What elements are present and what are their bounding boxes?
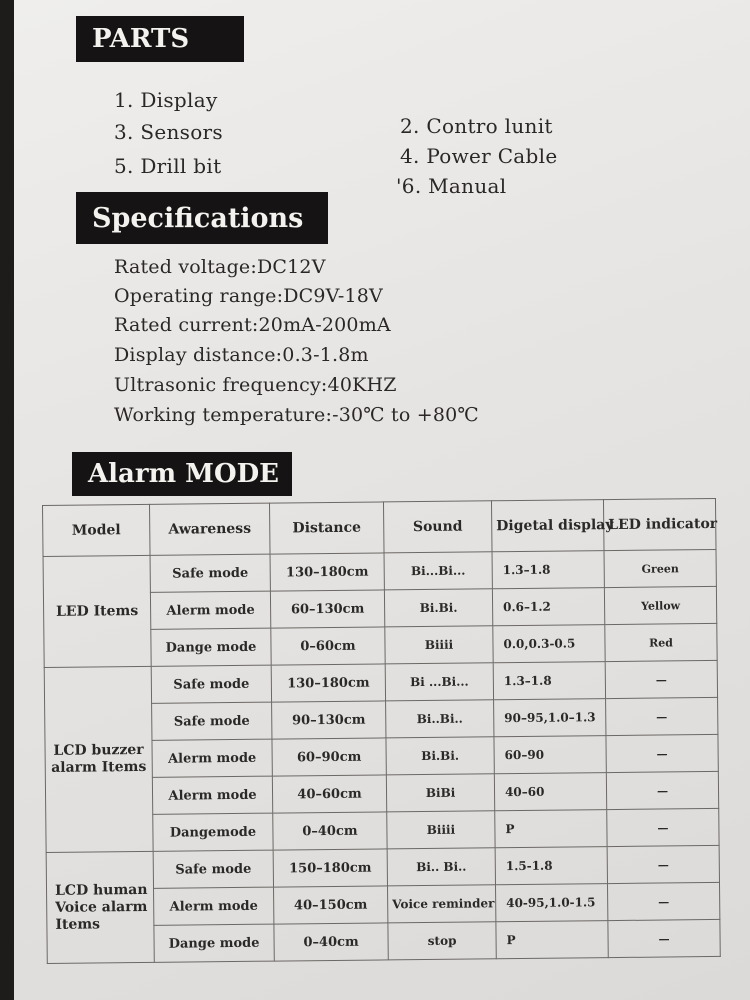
display-cell: 40–60 <box>494 773 606 811</box>
display-cell: 1.3–1.8 <box>492 551 604 589</box>
distance-cell: 40–60cm <box>272 775 386 813</box>
sound-cell: Bi.Bi. <box>384 589 492 627</box>
model-cell: LCD human Voice alarm Items <box>46 851 154 963</box>
led-cell: Yellow <box>604 586 716 624</box>
distance-cell: 60–130cm <box>270 590 384 628</box>
spec-line: Rated voltage:DC12V <box>114 256 326 278</box>
led-cell: — <box>606 771 718 809</box>
column-header: Sound <box>383 501 492 553</box>
part-item: 3. Sensors <box>114 120 223 144</box>
sound-cell: Bi.Bi. <box>386 737 494 775</box>
display-cell: P <box>496 921 608 959</box>
awareness-cell: Alerm mode <box>154 887 274 925</box>
distance-cell: 0–60cm <box>271 627 385 665</box>
sound-cell: Bi...Bi... <box>384 552 492 590</box>
table-header-row <box>43 498 716 556</box>
sound-cell: Biiii <box>387 811 495 849</box>
distance-cell: 130–180cm <box>271 664 385 702</box>
awareness-cell: Dange mode <box>154 924 274 962</box>
awareness-cell: Safe mode <box>150 554 270 592</box>
part-item: '6. Manual <box>396 174 507 198</box>
alarm-mode-table <box>42 498 721 964</box>
led-cell: — <box>607 882 719 920</box>
sound-cell: Bi.. Bi.. <box>387 848 495 886</box>
display-cell: 90–95,1.0–1.3 <box>494 699 606 737</box>
awareness-cell: Dange mode <box>151 628 271 666</box>
spec-line: Rated current:20mA-200mA <box>114 314 391 336</box>
column-header: LED indicator <box>603 498 716 550</box>
display-cell: 60–90 <box>494 736 606 774</box>
led-cell: — <box>606 697 718 735</box>
led-cell: — <box>607 845 719 883</box>
awareness-cell: Safe mode <box>153 850 273 888</box>
display-cell: 40-95,1.0-1.5 <box>496 884 608 922</box>
part-item: 5. Drill bit <box>114 154 222 178</box>
led-cell: Red <box>605 623 717 661</box>
distance-cell: 60–90cm <box>272 738 386 776</box>
awareness-cell: Alerm mode <box>152 739 272 777</box>
parts-heading: PARTS <box>76 16 244 62</box>
display-cell: P <box>495 810 607 848</box>
distance-cell: 0–40cm <box>274 923 388 961</box>
column-header: Digetal display <box>491 500 604 552</box>
awareness-cell: Safe mode <box>151 665 271 703</box>
sound-cell: Bi..Bi.. <box>386 700 494 738</box>
model-cell: LED Items <box>43 555 151 667</box>
column-header: Distance <box>269 502 384 554</box>
distance-cell: 0–40cm <box>273 812 387 850</box>
led-cell: Green <box>604 549 716 587</box>
display-cell: 0.0,0.3-0.5 <box>493 625 605 663</box>
awareness-cell: Alerm mode <box>150 591 270 629</box>
display-cell: 0.6–1.2 <box>492 588 604 626</box>
led-cell: — <box>607 808 719 846</box>
spec-line: Working temperature:-30℃ to +80℃ <box>114 404 479 426</box>
led-cell: — <box>605 660 717 698</box>
column-header: Awareness <box>149 503 270 555</box>
display-cell: 1.3–1.8 <box>493 662 605 700</box>
specifications-heading: Specifications <box>76 192 328 244</box>
model-cell: LCD buzzer alarm Items <box>44 666 153 852</box>
part-item: 1. Display <box>114 88 218 112</box>
distance-cell: 130–180cm <box>270 553 384 591</box>
sound-cell: Biiii <box>385 626 493 664</box>
distance-cell: 150–180cm <box>273 849 387 887</box>
alarm-mode-heading: Alarm MODE <box>72 452 292 496</box>
sound-cell: stop <box>388 922 496 960</box>
part-item: 4. Power Cable <box>400 144 558 168</box>
awareness-cell: Safe mode <box>152 702 272 740</box>
display-cell: 1.5-1.8 <box>495 847 607 885</box>
led-cell: — <box>606 734 718 772</box>
awareness-cell: Alerm mode <box>152 776 272 814</box>
spec-line: Display distance:0.3-1.8m <box>114 344 369 366</box>
spec-line: Operating range:DC9V-18V <box>114 285 383 307</box>
distance-cell: 90–130cm <box>272 701 386 739</box>
sound-cell: Bi ...Bi... <box>385 663 493 701</box>
sound-cell: Voice reminder <box>388 885 496 923</box>
part-item: 2. Contro lunit <box>400 114 553 138</box>
distance-cell: 40–150cm <box>274 886 388 924</box>
sound-cell: BiBi <box>386 774 494 812</box>
spec-line: Ultrasonic frequency:40KHZ <box>114 374 397 396</box>
led-cell: — <box>608 919 720 957</box>
awareness-cell: Dangemode <box>153 813 273 851</box>
column-header: Model <box>43 504 151 556</box>
